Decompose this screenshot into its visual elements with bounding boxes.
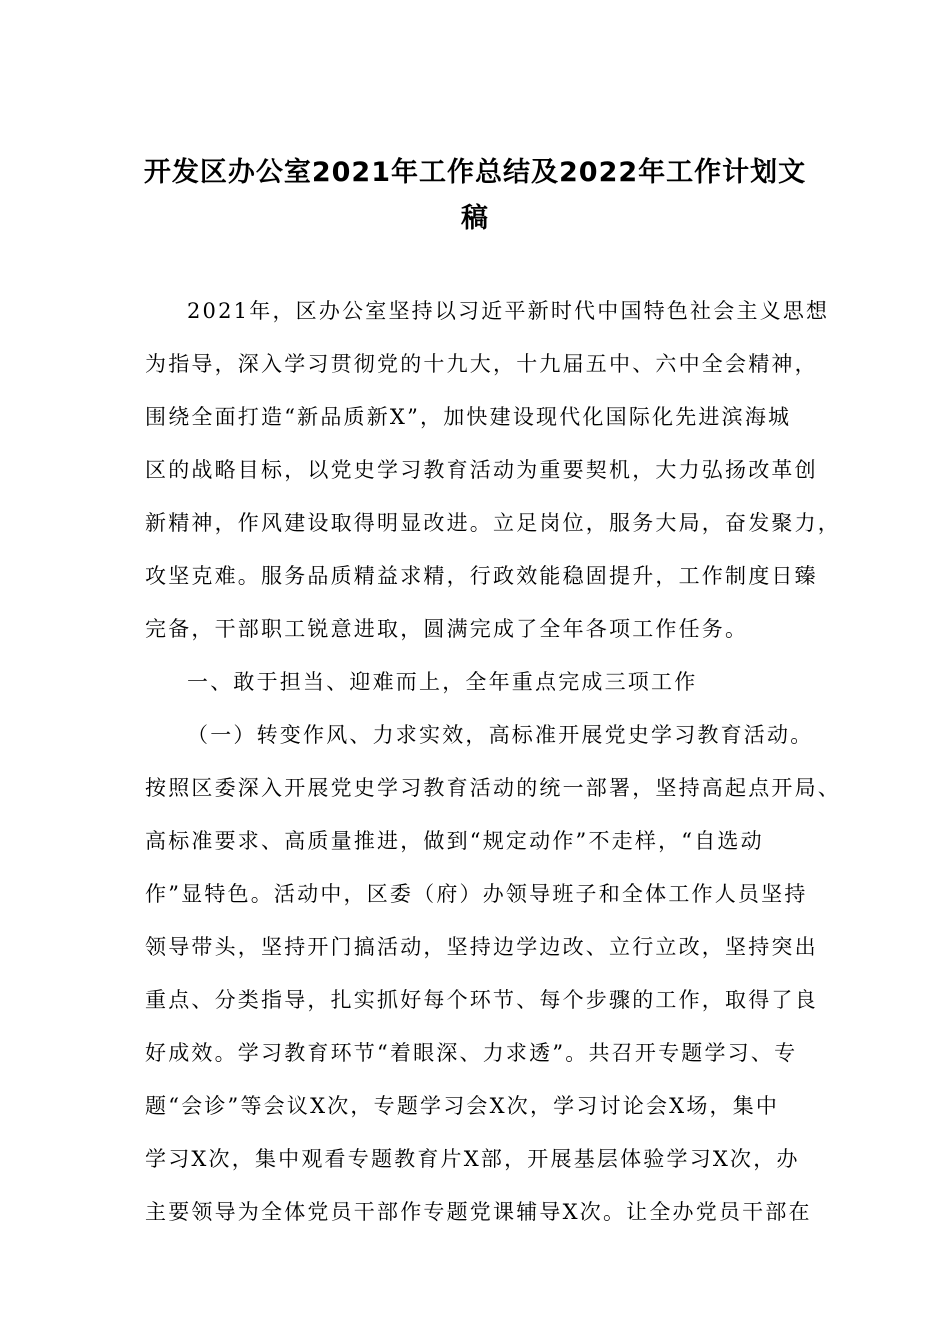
body-line: 学习X次，集中观看专题教育片X部，开展基层体验学习X次，办	[145, 1147, 800, 1171]
body-line: 作”显特色。活动中，区委（府）办领导班子和全体工作人员坚持	[145, 882, 808, 906]
body-line: 完备，干部职工锐意进取，圆满完成了全年各项工作任务。	[145, 617, 749, 641]
document-title	[110, 150, 840, 242]
document-body	[145, 293, 841, 1247]
body-line: 为指导，深入学习贯彻党的十九大，十九届五中、六中全会精神，	[145, 352, 818, 376]
body-line: 新精神，作风建设取得明显改进。立足岗位，服务大局，奋发聚力，	[145, 511, 841, 535]
body-line: 好成效。学习教育环节“着眼深、力求透”。共召开专题学习、专	[145, 1041, 798, 1065]
title-line-1: 开发区办公室2021年工作总结及2022年工作计划文	[143, 157, 807, 188]
body-line: 一、敢于担当、迎难而上，全年重点完成三项工作	[187, 670, 698, 694]
body-line: 主要领导为全体党员干部作专题党课辅导X次。让全办党员干部在	[145, 1200, 812, 1224]
body-line: 高标准要求、高质量推进，做到“规定动作”不走样，“自选动	[145, 829, 764, 853]
body-line: （一）转变作风、力求实效，高标准开展党史学习教育活动。	[187, 723, 814, 747]
body-line: 按照区委深入开展党史学习教育活动的统一部署，坚持高起点开局、	[145, 776, 841, 800]
body-line: 围绕全面打造“新品质新X”，加快建设现代化国际化先进滨海城	[145, 405, 792, 429]
body-line: 题“会诊”等会议X次，专题学习会X次，学习讨论会X场，集中	[145, 1094, 780, 1118]
body-line: 领导带头，坚持开门搞活动，坚持边学边改、立行立改，坚持突出	[145, 935, 818, 959]
body-line: 2021年，区办公室坚持以习近平新时代中国特色社会主义思想	[187, 299, 830, 323]
body-line: 区的战略目标，以党史学习教育活动为重要契机，大力弘扬改革创	[145, 458, 818, 482]
title-line-2: 稿	[461, 203, 489, 234]
body-line: 攻坚克难。服务品质精益求精，行政效能稳固提升，工作制度日臻	[145, 564, 818, 588]
body-line: 重点、分类指导，扎实抓好每个环节、每个步骤的工作，取得了良	[145, 988, 818, 1012]
